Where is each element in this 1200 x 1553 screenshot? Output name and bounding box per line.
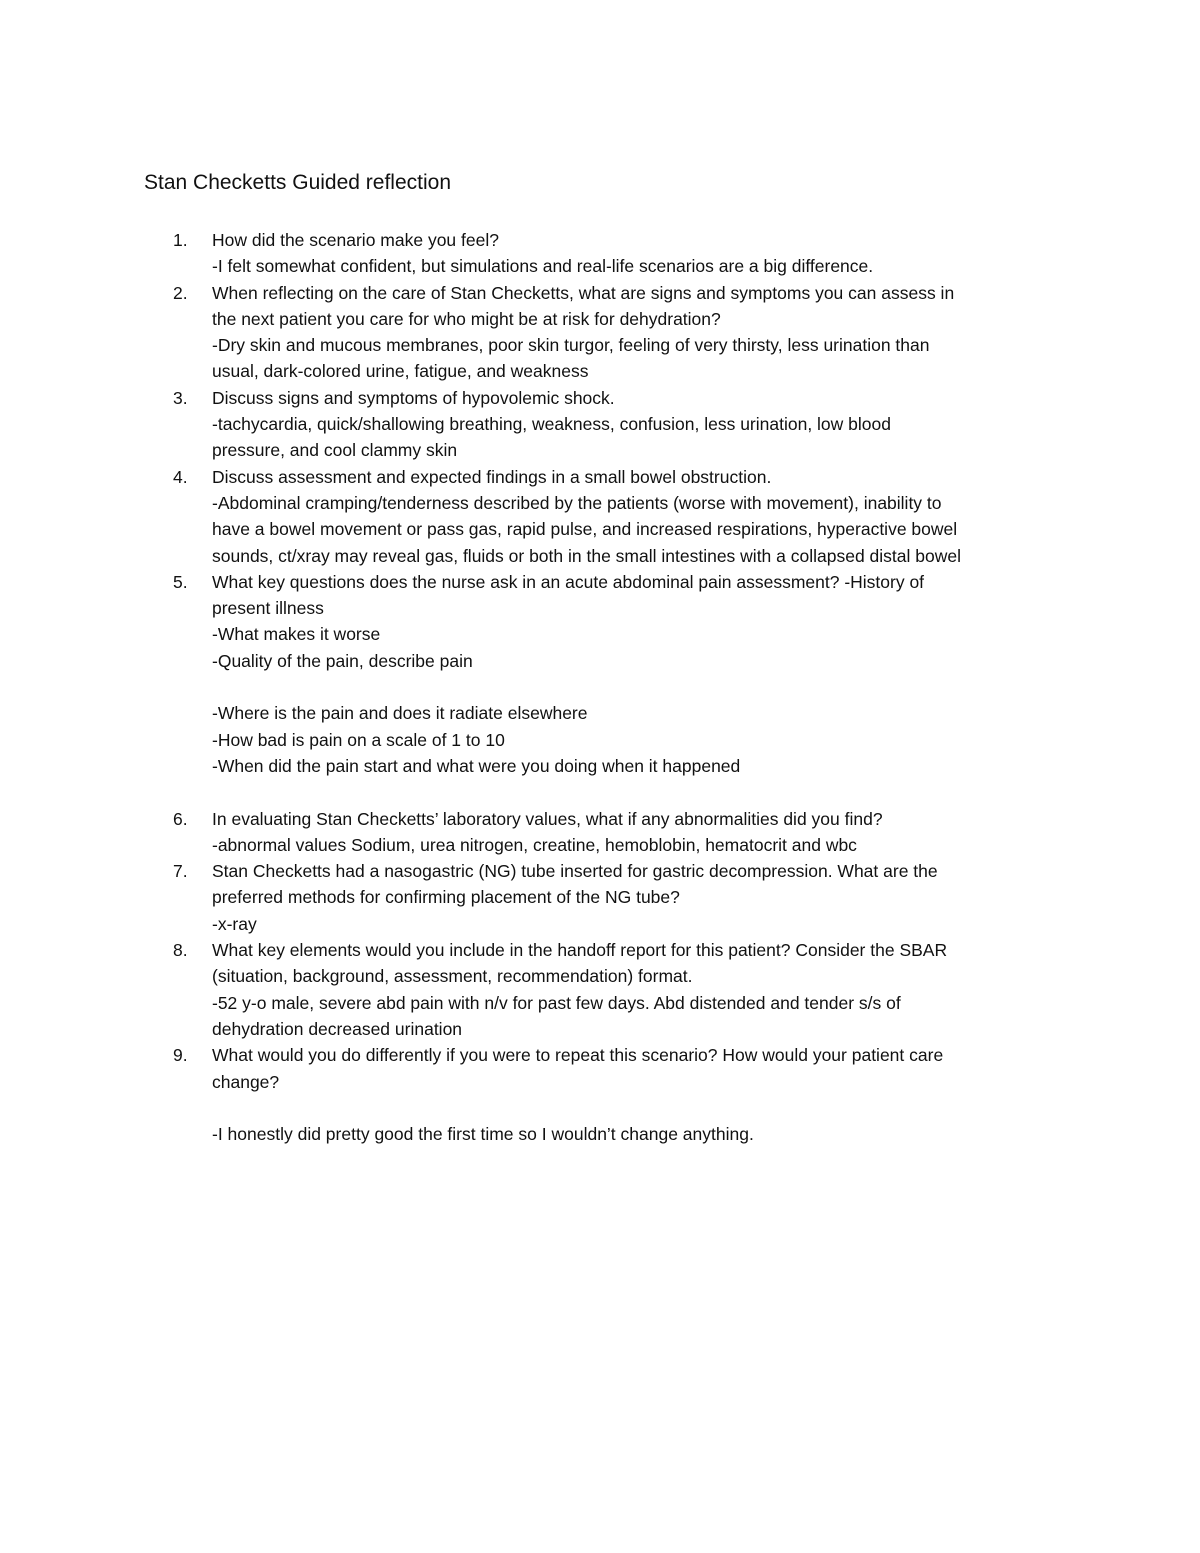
item-number: 4. xyxy=(173,466,188,487)
list-item xyxy=(0,1042,1072,1147)
list-item xyxy=(0,464,1072,569)
item-number: 1. xyxy=(173,230,188,250)
item-text-line: change? xyxy=(212,1071,280,1092)
list-item xyxy=(0,806,1072,859)
list-item xyxy=(0,569,1072,806)
question-list xyxy=(0,227,1200,1147)
item-text-line: Stan Checketts had a nasogastric (NG) tube inserted for gastric decompression. What are the xyxy=(212,861,938,882)
item-text-line: dehydration decreased urination xyxy=(212,1018,463,1039)
list-item xyxy=(0,937,1072,1042)
item-text-line: Discuss signs and symptoms of hypovolemic shock. xyxy=(212,387,615,408)
item-text-line: -Abdominal cramping/tenderness described by the patients (worse with movement), inability to xyxy=(212,492,942,513)
item-text-line: -52 y-o male, severe abd pain with n/v for past few days. Abd distended and tender s/s of xyxy=(212,992,901,1013)
list-item xyxy=(0,227,1072,280)
item-text-line: When reflecting on the care of Stan Checketts, what are signs and symptoms you can assess in xyxy=(212,282,955,303)
item-text-line: -What makes it worse xyxy=(212,624,381,645)
item-number: 7. xyxy=(173,861,188,882)
blank-line xyxy=(212,779,1072,805)
item-number: 9. xyxy=(173,1045,188,1066)
item-text-line: What key questions does the nurse ask in an acute abdominal pain assessment? -History of xyxy=(212,571,925,592)
item-text-line: (situation, background, assessment, recommendation) format. xyxy=(212,966,693,987)
blank-line xyxy=(212,1095,1072,1121)
item-text-line: How did the scenario make you feel? xyxy=(212,230,499,250)
item-number: 5. xyxy=(173,571,188,592)
list-item xyxy=(0,280,1072,385)
item-text-line: In evaluating Stan Checketts’ laboratory values, what if any abnormalities did you find? xyxy=(212,808,883,829)
item-text-line: have a bowel movement or pass gas, rapid pulse, and increased respirations, hyperactive bowel xyxy=(212,519,958,540)
item-text-line: -I felt somewhat confident, but simulations and real-life scenarios are a big difference. xyxy=(212,256,874,277)
item-text-line: -How bad is pain on a scale of 1 to 10 xyxy=(212,729,505,750)
item-number: 2. xyxy=(173,282,188,303)
item-number: 3. xyxy=(173,387,188,408)
item-text-line: What would you do differently if you were to repeat this scenario? How would your patient care xyxy=(212,1045,944,1066)
item-text-line: present illness xyxy=(212,598,324,619)
item-number: 6. xyxy=(173,808,188,829)
list-item xyxy=(0,858,1072,937)
item-text-line: What key elements would you include in the handoff report for this patient? Consider the SBAR xyxy=(212,940,948,961)
item-number: 8. xyxy=(173,940,188,961)
item-text-line: -tachycardia, quick/shallowing breathing, weakness, confusion, less urination, low blood xyxy=(212,414,891,435)
document-title: Stan Checketts Guided reflection xyxy=(144,171,452,194)
item-text-line: -x-ray xyxy=(212,913,257,934)
list-item xyxy=(0,385,1072,464)
item-text-line: -Dry skin and mucous membranes, poor skin turgor, feeling of very thirsty, less urination than xyxy=(212,335,930,356)
blank-line xyxy=(212,674,1072,700)
item-text-line: pressure, and cool clammy skin xyxy=(212,440,458,461)
item-text-line: -abnormal values Sodium, urea nitrogen, creatine, hemoblobin, hematocrit and wbc xyxy=(212,834,857,855)
item-text-line: -Quality of the pain, describe pain xyxy=(212,650,473,671)
item-text-line: -I honestly did pretty good the first time so I wouldn’t change anything. xyxy=(212,1124,754,1145)
item-text-line: -Where is the pain and does it radiate elsewhere xyxy=(212,703,588,724)
item-text-line: usual, dark-colored urine, fatigue, and weakness xyxy=(212,361,589,382)
item-text-line: preferred methods for confirming placement of the NG tube? xyxy=(212,887,680,908)
item-text-line: -When did the pain start and what were you doing when it happened xyxy=(212,755,741,776)
item-text-line: the next patient you care for who might be at risk for dehydration? xyxy=(212,308,721,329)
item-text-line: sounds, ct/xray may reveal gas, fluids or both in the small intestines with a collapsed distal bowel xyxy=(212,545,961,566)
item-text-line: Discuss assessment and expected findings in a small bowel obstruction. xyxy=(212,466,772,487)
